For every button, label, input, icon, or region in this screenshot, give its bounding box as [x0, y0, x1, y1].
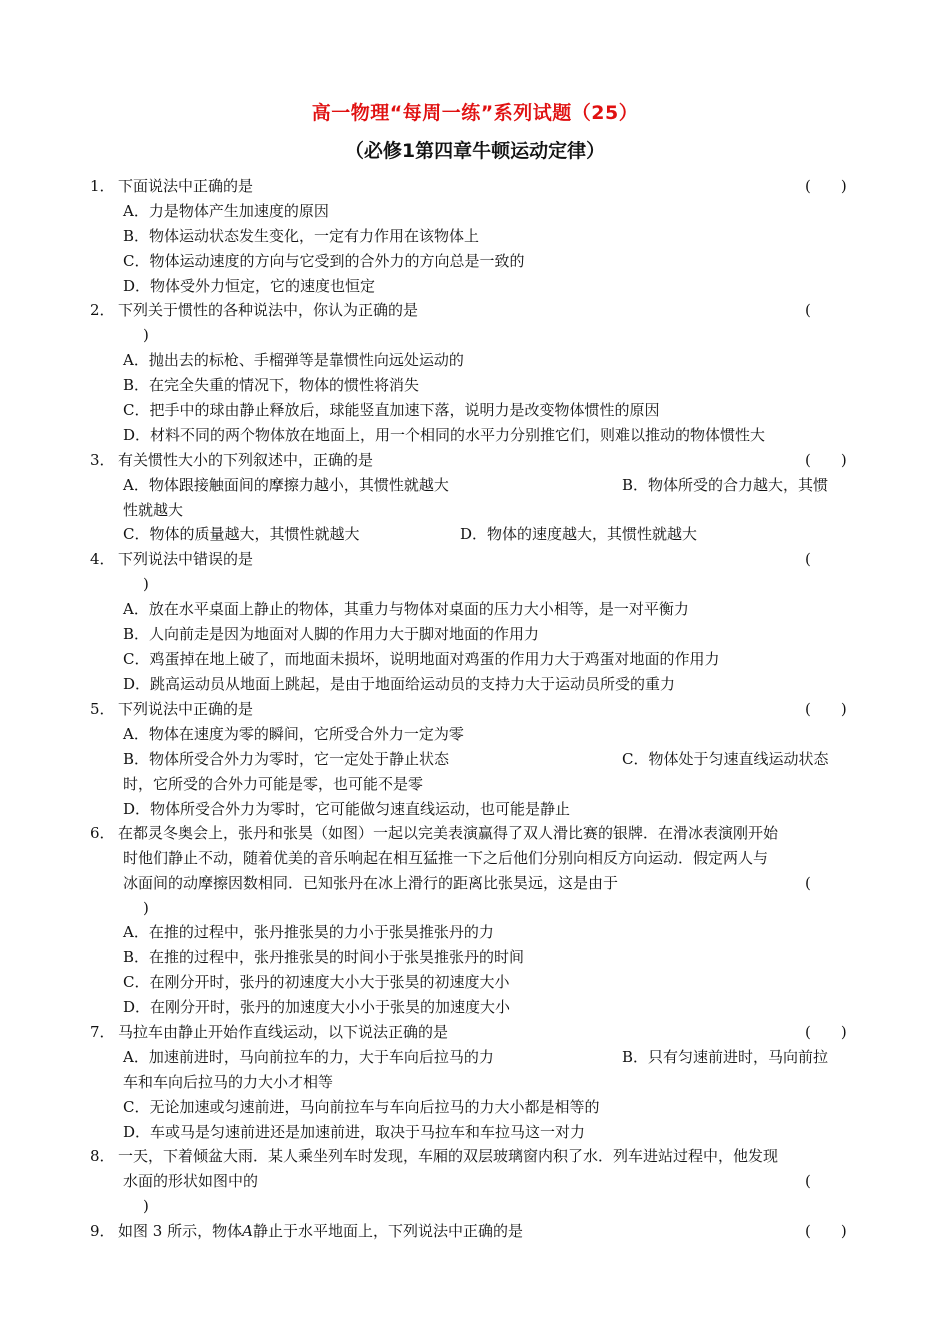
q9-stem-pre: 如图 3 所示，物体 [118, 1222, 243, 1240]
q5-option-a: A．物体在速度为零的瞬间，它所受合外力一定为零 [123, 725, 464, 743]
q3-stem: 有关惯性大小的下列叙述中，正确的是 [118, 451, 374, 469]
q6-option-d: D．在刚分开时，张丹的加速度大小小于张昊的加速度大小 [123, 998, 511, 1016]
q7-option-b-part2: 车和车向后拉马的力大小才相等 [123, 1073, 334, 1091]
q6-stem-line3: 冰面间的动摩擦因数相同．已知张丹在冰上滑行的距离比张昊远，这是由于 [123, 874, 619, 892]
q8-answer-open: ( [805, 1172, 811, 1190]
page-title: 高一物理“每周一练”系列试题（25） [311, 102, 639, 124]
q5-option-d: D．物体所受合外力为零时，它可能做匀速直线运动，也可能是静止 [123, 800, 571, 818]
q8-answer-close: ) [143, 1197, 149, 1215]
q3-option-c: C．物体的质量越大，其惯性就越大 [123, 525, 360, 543]
q4-option-b: B．人向前走是因为地面对人脚的作用力大于脚对地面的作用力 [123, 625, 540, 643]
q2-answer-close: ) [143, 326, 149, 344]
q6-answer-close: ) [143, 899, 149, 917]
q3-option-b-part1: B．物体所受的合力越大，其惯 [622, 476, 829, 494]
q5-number: 5． [90, 700, 115, 718]
q8-number: 8． [90, 1147, 115, 1165]
q9-stem-variable: A [242, 1222, 253, 1240]
q7-option-c: C．无论加速或匀速前进，马向前拉车与车向后拉马的力大小都是相等的 [123, 1098, 600, 1116]
q2-stem: 下列关于惯性的各种说法中，你认为正确的是 [118, 301, 419, 319]
q5-option-c-part2: 时，它所受的合外力可能是零，也可能不是零 [123, 775, 424, 793]
q3-option-d: D．物体的速度越大，其惯性就越大 [460, 525, 698, 543]
q5-option-c-part1: C．物体处于匀速直线运动状态 [622, 750, 829, 768]
q9-stem-post: 静止于水平地面上，下列说法中正确的是 [252, 1222, 523, 1240]
q6-stem-line2: 时他们静止不动，随着优美的音乐响起在相互猛推一下之后他们分别向相反方向运动．假定两人与 [123, 849, 769, 867]
q7-answer-blank: ( ) [805, 1023, 847, 1041]
q1-number: 1． [90, 177, 115, 195]
q1-stem: 下面说法中正确的是 [118, 177, 254, 195]
q9-stem [118, 1221, 523, 1241]
q8-stem-line1: 一天，下着倾盆大雨．某人乘坐列车时发现，车厢的双层玻璃窗内积了水．列车进站过程中，他发现 [118, 1147, 779, 1165]
q1-option-d: D．物体受外力恒定，它的速度也恒定 [123, 277, 376, 295]
q1-option-b: B．物体运动状态发生变化，一定有力作用在该物体上 [123, 227, 480, 245]
q6-option-a: A．在推的过程中，张丹推张昊的力小于张昊推张丹的力 [123, 923, 494, 941]
q9-number: 9． [90, 1222, 115, 1240]
q7-option-d: D．车或马是匀速前进还是加速前进，取决于马拉车和车拉马这一对力 [123, 1123, 586, 1141]
q2-option-a: A．抛出去的标枪、手榴弹等是靠惯性向远处运动的 [123, 351, 464, 369]
q4-answer-open: ( [805, 550, 811, 568]
page-subtitle: （必修1第四章牛顿运动定律） [344, 140, 606, 162]
q2-option-b: B．在完全失重的情况下，物体的惯性将消失 [123, 376, 420, 394]
q4-stem: 下列说法中错误的是 [118, 550, 254, 568]
q4-number: 4． [90, 550, 115, 568]
q3-option-b-part2: 性就越大 [123, 501, 184, 519]
q5-answer-blank: ( ) [805, 700, 847, 718]
q8-stem-line2: 水面的形状如图中的 [123, 1172, 259, 1190]
q6-stem-line1: 在都灵冬奥会上，张丹和张昊（如图）一起以完美表演赢得了双人滑比赛的银牌．在滑冰表演刚开始 [118, 824, 779, 842]
q5-option-b: B．物体所受合外力为零时，它一定处于静止状态 [123, 750, 450, 768]
q1-answer-blank: ( ) [805, 177, 847, 195]
q6-number: 6． [90, 824, 115, 842]
q6-option-c: C．在刚分开时，张丹的初速度大小大于张昊的初速度大小 [123, 973, 510, 991]
q2-number: 2． [90, 301, 115, 319]
q9-answer-blank: ( ) [805, 1222, 847, 1240]
q7-option-b-part1: B．只有匀速前进时，马向前拉 [622, 1048, 829, 1066]
q4-answer-close: ) [143, 575, 149, 593]
q4-option-d: D．跳高运动员从地面上跳起，是由于地面给运动员的支持力大于运动员所受的重力 [123, 675, 676, 693]
q7-number: 7． [90, 1023, 115, 1041]
q7-stem: 马拉车由静止开始作直线运动，以下说法正确的是 [118, 1023, 449, 1041]
q2-option-d: D．材料不同的两个物体放在地面上，用一个相同的水平力分别推它们，则难以推动的物体惯性大 [123, 426, 766, 444]
q1-option-a: A．力是物体产生加速度的原因 [123, 202, 329, 220]
q1-option-c: C．物体运动速度的方向与它受到的合外力的方向总是一致的 [123, 252, 525, 270]
q7-option-a: A．加速前进时，马向前拉车的力，大于车向后拉马的力 [123, 1048, 494, 1066]
q5-stem: 下列说法中正确的是 [118, 700, 254, 718]
q4-option-a: A．放在水平桌面上静止的物体，其重力与物体对桌面的压力大小相等，是一对平衡力 [123, 600, 689, 618]
q4-option-c: C．鸡蛋掉在地上破了，而地面未损坏，说明地面对鸡蛋的作用力大于鸡蛋对地面的作用力 [123, 650, 720, 668]
q2-answer-open: ( [805, 301, 811, 319]
q3-answer-blank: ( ) [805, 451, 847, 469]
q3-number: 3． [90, 451, 115, 469]
q2-option-c: C．把手中的球由静止释放后，球能竖直加速下落，说明力是改变物体惯性的原因 [123, 401, 660, 419]
q6-option-b: B．在推的过程中，张丹推张昊的时间小于张昊推张丹的时间 [123, 948, 525, 966]
q6-answer-open: ( [805, 874, 811, 892]
q3-option-a: A．物体跟接触面间的摩擦力越小，其惯性就越大 [123, 476, 449, 494]
